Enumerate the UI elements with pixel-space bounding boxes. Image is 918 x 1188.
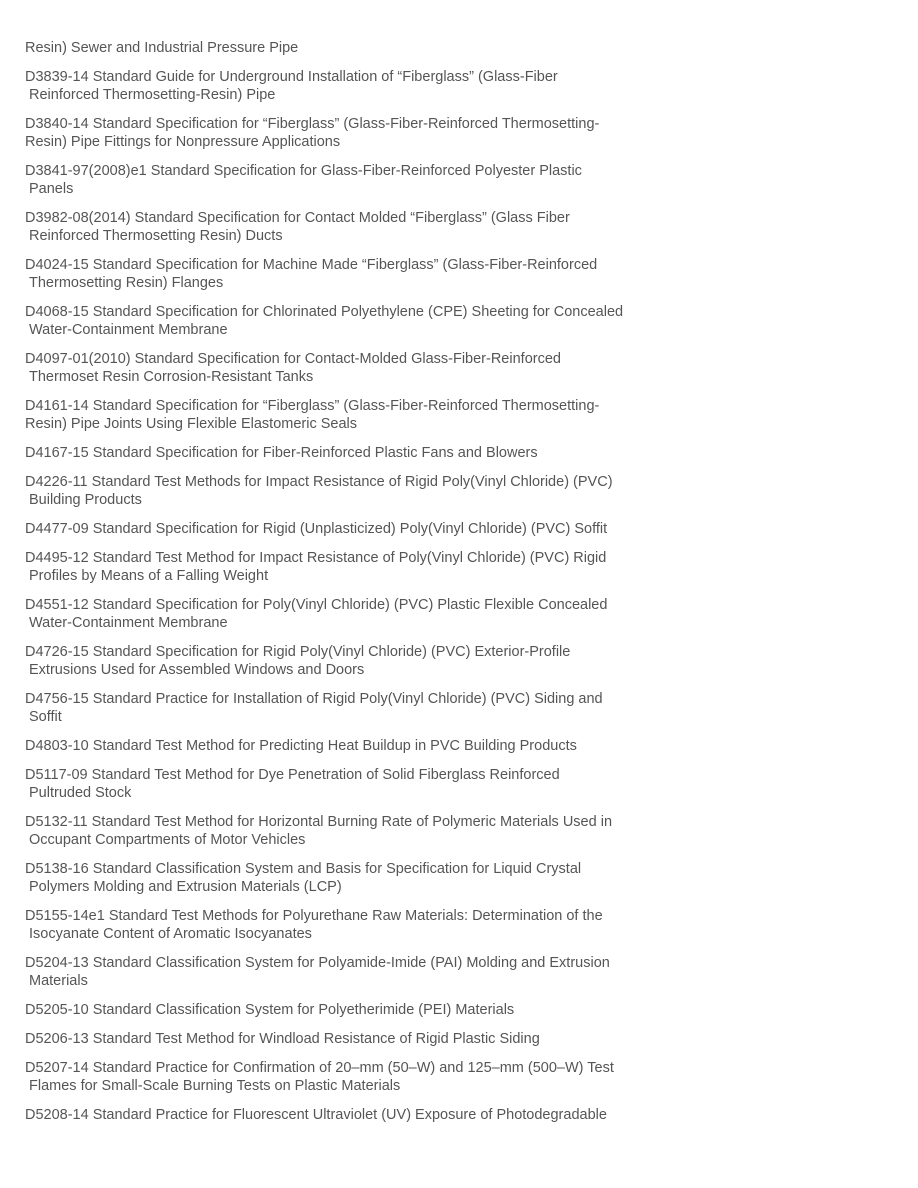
- entry-text: D4226-11 Standard Test Methods for Impact Resistance of Rigid Poly(Vinyl Chloride) (PVC): [25, 474, 613, 490]
- entry-text: D4161-14 Standard Specification for “Fiberglass” (Glass-Fiber-Reinforced Thermosetting-: [25, 398, 600, 414]
- entry-text-continued: Reinforced Thermosetting Resin) Ducts: [29, 228, 283, 244]
- list-item: [25, 860, 705, 896]
- entry-text: D4068-15 Standard Specification for Chlorinated Polyethylene (CPE) Sheeting for Concealed: [25, 304, 624, 320]
- entry-text: D5132-11 Standard Test Method for Horizontal Burning Rate of Polymeric Materials Used in: [25, 814, 613, 830]
- entry-text: D4756-15 Standard Practice for Installation of Rigid Poly(Vinyl Chloride) (PVC) Siding and: [25, 691, 603, 707]
- entry-text: D4551-12 Standard Specification for Poly(Vinyl Chloride) (PVC) Plastic Flexible Concealed: [25, 597, 608, 613]
- list-item: [25, 350, 705, 386]
- list-item: [25, 690, 705, 726]
- entry-text: D3839-14 Standard Guide for Underground Installation of “Fiberglass” (Glass-Fiber: [25, 69, 558, 85]
- list-item: [25, 397, 705, 433]
- list-item: [25, 907, 705, 943]
- entry-text-continued: Pultruded Stock: [29, 785, 132, 801]
- entry-text: D5117-09 Standard Test Method for Dye Penetration of Solid Fiberglass Reinforced: [25, 767, 560, 783]
- list-item: [25, 473, 705, 509]
- entry-text: D5208-14 Standard Practice for Fluorescent Ultraviolet (UV) Exposure of Photodegradable: [25, 1107, 607, 1123]
- entry-text-continued: Building Products: [29, 492, 142, 508]
- list-item: [25, 520, 705, 538]
- entry-text: D4097-01(2010) Standard Specification for Contact-Molded Glass-Fiber-Reinforced: [25, 351, 561, 367]
- list-item: [25, 1106, 705, 1124]
- entry-text-continued: Panels: [29, 181, 74, 197]
- entry-text-continued: Reinforced Thermosetting-Resin) Pipe: [29, 87, 276, 103]
- entry-text: D5207-14 Standard Practice for Confirmation of 20–mm (50–W) and 125–mm (500–W) Test: [25, 1060, 614, 1076]
- entry-text: D5206-13 Standard Test Method for Windload Resistance of Rigid Plastic Siding: [25, 1031, 540, 1047]
- entry-text-continued: Resin) Pipe Fittings for Nonpressure Applications: [25, 134, 341, 150]
- entry-text: D4477-09 Standard Specification for Rigid (Unplasticized) Poly(Vinyl Chloride) (PVC) Soffit: [25, 521, 608, 537]
- entry-text-continued: Resin) Pipe Joints Using Flexible Elastomeric Seals: [25, 416, 358, 432]
- entry-text-continued: Isocyanate Content of Aromatic Isocyanates: [29, 926, 312, 942]
- entry-text: D4726-15 Standard Specification for Rigid Poly(Vinyl Chloride) (PVC) Exterior-Profile: [25, 644, 571, 660]
- list-item: [25, 303, 705, 339]
- entry-text: D4024-15 Standard Specification for Machine Made “Fiberglass” (Glass-Fiber-Reinforced: [25, 257, 598, 273]
- entry-text-continued: Soffit: [29, 709, 62, 725]
- list-item: [25, 737, 705, 755]
- list-item: [25, 766, 705, 802]
- entry-text: D3841-97(2008)e1 Standard Specification for Glass-Fiber-Reinforced Polyester Plastic: [25, 163, 582, 179]
- entry-text: D5138-16 Standard Classification System and Basis for Specification for Liquid Crystal: [25, 861, 582, 877]
- list-item: [25, 643, 705, 679]
- entry-text: D5205-10 Standard Classification System for Polyetherimide (PEI) Materials: [25, 1002, 515, 1018]
- entry-text: D4803-10 Standard Test Method for Predicting Heat Buildup in PVC Building Products: [25, 738, 577, 754]
- entry-text-continued: Profiles by Means of a Falling Weight: [29, 568, 269, 584]
- entry-text-continued: Flames for Small-Scale Burning Tests on Plastic Materials: [29, 1078, 401, 1094]
- entry-text: D5155-14e1 Standard Test Methods for Polyurethane Raw Materials: Determination of the: [25, 908, 603, 924]
- list-item: [25, 1059, 705, 1095]
- entry-text: D4167-15 Standard Specification for Fiber-Reinforced Plastic Fans and Blowers: [25, 445, 538, 461]
- entry-text: D4495-12 Standard Test Method for Impact Resistance of Poly(Vinyl Chloride) (PVC) Rigid: [25, 550, 607, 566]
- entry-text: D3982-08(2014) Standard Specification for Contact Molded “Fiberglass” (Glass Fiber: [25, 210, 570, 226]
- list-item: [25, 1030, 705, 1048]
- entry-text-continued: Water-Containment Membrane: [29, 322, 228, 338]
- list-item: [25, 209, 705, 245]
- entry-text-continued: Occupant Compartments of Motor Vehicles: [29, 832, 306, 848]
- list-item: [25, 1001, 705, 1019]
- entry-text: Resin) Sewer and Industrial Pressure Pipe: [25, 40, 299, 56]
- document-page: [25, 39, 705, 1135]
- entry-text-continued: Materials: [29, 973, 88, 989]
- list-item: [25, 39, 705, 57]
- entry-text: D5204-13 Standard Classification System for Polyamide-Imide (PAI) Molding and Extrusion: [25, 955, 610, 971]
- entry-text-continued: Polymers Molding and Extrusion Materials (LCP): [29, 879, 342, 895]
- entry-text-continued: Extrusions Used for Assembled Windows and Doors: [29, 662, 365, 678]
- entry-text-continued: Thermoset Resin Corrosion-Resistant Tanks: [29, 369, 314, 385]
- list-item: [25, 813, 705, 849]
- list-item: [25, 596, 705, 632]
- list-item: [25, 115, 705, 151]
- list-item: [25, 444, 705, 462]
- entry-text-continued: Thermosetting Resin) Flanges: [29, 275, 224, 291]
- list-item: [25, 549, 705, 585]
- list-item: [25, 256, 705, 292]
- entry-text: D3840-14 Standard Specification for “Fiberglass” (Glass-Fiber-Reinforced Thermosetting-: [25, 116, 600, 132]
- entry-text-continued: Water-Containment Membrane: [29, 615, 228, 631]
- list-item: [25, 68, 705, 104]
- list-item: [25, 162, 705, 198]
- list-item: [25, 954, 705, 990]
